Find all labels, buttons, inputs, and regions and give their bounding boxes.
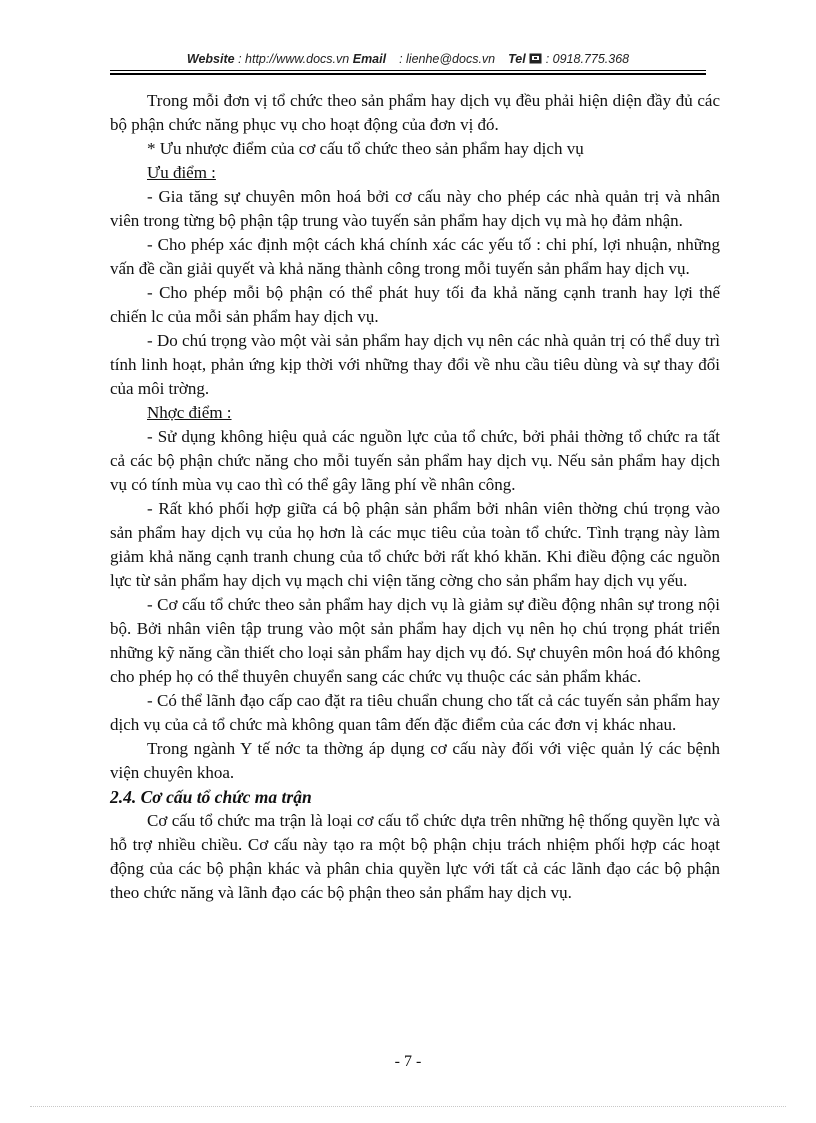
paragraph: Cơ cấu tổ chức ma trận là loại cơ cấu tổ chức dựa trên những hệ thống quyền lực và hỗ trợ nhiều chiều. Cơ cấu này tạo ra một bộ phận chịu trách nhiệm phối hợp các hoạt động của các bộ phận khác và phân chia quyền lực với tất cả các lãnh đạo các bộ phận theo chức năng và lãnh đạo các bộ phận theo sản phẩm hay dịch vụ. <box>110 811 720 902</box>
phone-icon <box>529 52 545 66</box>
paragraph: Trong ngành Y tế nớc ta thờng áp dụng cơ cấu này đối với việc quản lý các bệnh viện chuyên khoa. <box>110 739 720 782</box>
website-label: Website <box>186 52 235 66</box>
advantage-item: - Cho phép xác định một cách khá chính xác các yếu tố : chi phí, lợi nhuận, những vấn đề cần giải quyết và khả năng thành công trong mỗi tuyến sản phẩm hay dịch vụ. <box>110 235 720 278</box>
email-label: Email <box>352 52 387 66</box>
disadvantages-title-text: Nhợc điểm : <box>147 403 232 422</box>
page-header <box>110 52 706 66</box>
disadvantage-item: - Có thể lãnh đạo cấp cao đặt ra tiêu chuẩn chung cho tất cả các tuyến sản phẩm hay dịch vụ của cả tổ chức mà không quan tâm đến đặc điểm của các đơn vị khác nhau. <box>110 691 720 734</box>
disadvantage-item: - Rất khó phối hợp giữa cá bộ phận sản phẩm bởi nhân viên thờng chú trọng vào sản phẩm hay dịch vụ của họ hơn là các mục tiêu của toàn tổ chức. Tình trạng này làm giảm khả năng cạnh tranh chung của tổ chức bởi rất khó khăn. Khi điều động các nguồn lực từ sản phẩm hay dịch vụ mạch chi viện tăng cờng cho sản phẩm hay dịch vụ yếu. <box>110 499 720 590</box>
disadvantages-title <box>110 401 720 425</box>
page-number: - 7 - <box>394 1053 422 1070</box>
advantage-item: - Gia tăng sự chuyên môn hoá bởi cơ cấu này cho phép các nhà quản trị và nhân viên trong từng bộ phận tập trung vào tuyến sản phẩm hay dịch vụ mà họ đảm nhận. <box>110 187 720 230</box>
disadvantage-item: - Sử dụng không hiệu quả các nguồn lực của tổ chức, bởi phải thờng tổ chức ra tất cả các bộ phận chức năng cho mỗi tuyến sản phẩm hay dịch vụ. Nếu sản phẩm hay dịch vụ có tính mùa vụ cao thì có thể gây lãng phí về nhân công. <box>110 427 720 494</box>
advantage-item: - Cho phép mỗi bộ phận có thể phát huy tối đa khả năng cạnh tranh hay lợi thế chiến lc của mỗi sản phẩm hay dịch vụ. <box>110 283 720 326</box>
website-url[interactable]: : http://www.docs.vn <box>238 52 350 66</box>
disadvantage-item: - Cơ cấu tổ chức theo sản phẩm hay dịch vụ là giảm sự điều động nhân sự trong nội bộ. Bởi nhân viên tập trung vào một sản phẩm hay dịch vụ nên họ chú trọng phát triển những kỹ năng cần thiết cho loại sản phẩm hay dịch vụ đó. Sự chuyên môn hoá đó không cho phép họ có thể thuyên chuyển sang các chức vụ thuộc các sản phẩm khác. <box>110 595 720 686</box>
advantage-item: - Do chú trọng vào một vài sản phẩm hay dịch vụ nên các nhà quản trị có thể duy trì tính linh hoạt, phản ứng kịp thời với những thay đổi về nhu cầu tiêu dùng và sự thay đổi của môi trờng. <box>110 331 720 398</box>
header-rule-thick <box>110 73 706 75</box>
tel-label: Tel <box>508 52 526 66</box>
tel-number: : 0918.775.368 <box>545 52 630 66</box>
subheading-pros-cons: * Ưu nhược điểm của cơ cấu tổ chức theo sản phẩm hay dịch vụ <box>147 139 584 158</box>
section-heading: 2.4. Cơ cấu tổ chức ma trận <box>110 787 312 807</box>
page-body <box>110 89 720 905</box>
advantages-title-text: Ưu điểm : <box>147 163 216 182</box>
email-address[interactable]: : lienhe@docs.vn <box>399 52 496 66</box>
advantages-title <box>110 161 720 185</box>
paragraph: Trong mỗi đơn vị tổ chức theo sản phẩm hay dịch vụ đều phải hiện diện đầy đủ các bộ phận chức năng phục vụ cho hoạt động của đơn vị đó. <box>110 91 720 134</box>
page-bottom-divider <box>30 1106 786 1107</box>
header-rule <box>110 70 706 71</box>
